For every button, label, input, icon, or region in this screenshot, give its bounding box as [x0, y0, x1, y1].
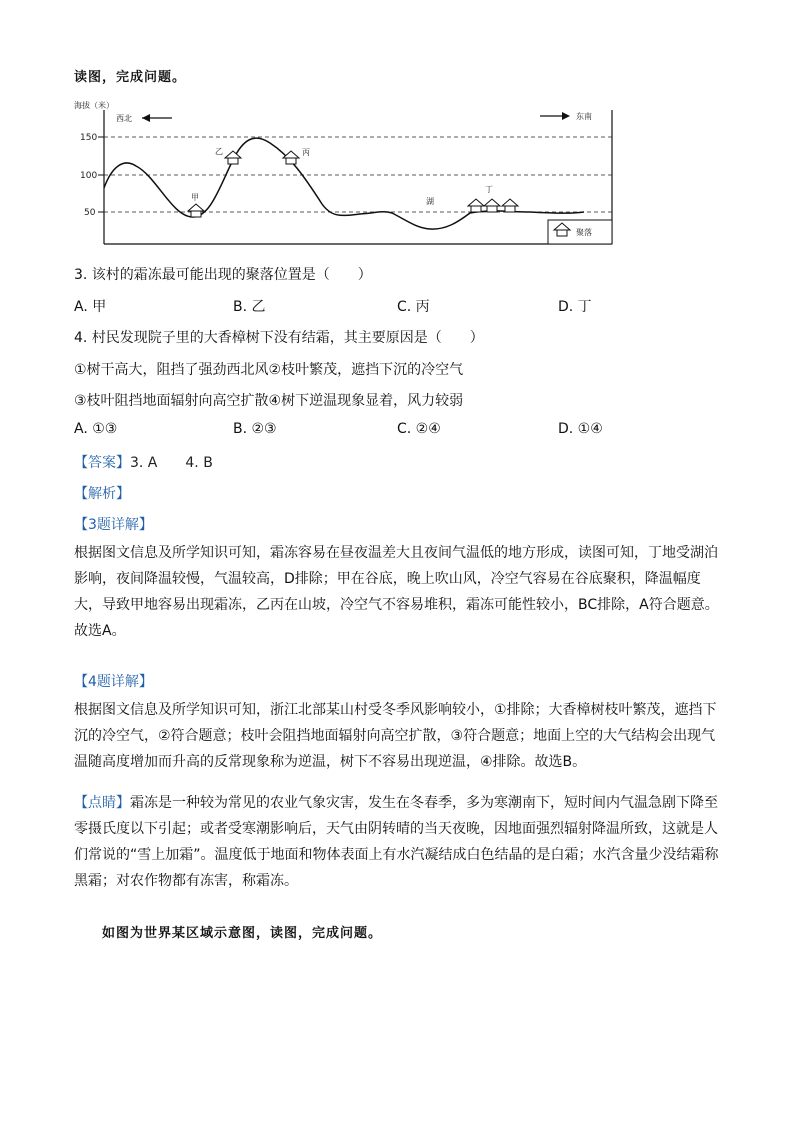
detail-4-text: 根据图文信息及所学知识可知，浙江北部某山村受冬季风影响较小，①排除；大香樟树枝叶繁茂，遮挡下沉的冷空气，②符合题意；枝叶会阻挡地面辐射向高空扩散，③符合题意；地面上空的大气结构会出现气温随高度增加而升高的反常现象称为逆温，树下不容易出现逆温，④排除。故选B。: [74, 702, 717, 770]
analysis-tag: 【解析】: [74, 486, 130, 502]
settlement-yi-icon: [225, 151, 241, 164]
direction-southeast: 东南: [576, 112, 592, 121]
label-lake: 湖: [426, 197, 434, 206]
tick-50: 50: [84, 208, 96, 218]
legend-box: [548, 220, 612, 244]
arrow-left-icon: [142, 114, 172, 122]
label-ding: 丁: [485, 185, 493, 194]
q4-statements-line-2: ③枝叶阻挡地面辐射向高空扩散④树下逆温现象显着，风力较弱: [74, 393, 464, 409]
question-4-stem: 4. 村民发现院子里的大香樟树下没有结霜，其主要原因是（ ）: [74, 330, 484, 346]
intro-text-2: 如图为世界某区域示意图，读图，完成问题。: [102, 926, 383, 941]
settlement-ding-icons: [468, 199, 518, 212]
question-3-stem: 3. 该村的霜冻最可能出现的聚落位置是（ ）: [74, 267, 372, 283]
terrain-profile-line: [104, 138, 584, 229]
label-bing: 丙: [302, 148, 310, 157]
tick-100: 100: [80, 171, 98, 181]
q4-option-b: B. ②③: [233, 421, 277, 437]
label-yi: 乙: [215, 147, 223, 156]
q4-statements-line-1: ①树干高大，阻挡了强劲西北风②枝叶繁茂，遮挡下沉的冷空气: [74, 362, 464, 378]
intro-text: 读图，完成问题。: [74, 70, 187, 85]
q4-option-d: D. ①④: [558, 421, 603, 437]
label-jia: 甲: [191, 193, 199, 202]
direction-northwest: 西北: [116, 114, 132, 123]
answer-line: [74, 452, 213, 472]
detail-3-text: 根据图文信息及所学知识可知，霜冻容易在昼夜温差大且夜间气温低的地方形成，读图可知，丁地受湖泊影响，夜间降温较慢，气温较高，D排除；甲在谷底，晚上吹山风，冷空气容易在谷底聚积，降温幅度大，导致甲地容易出现霜冻，乙丙在山坡，冷空气不容易堆积，霜冻可能性较小，BC排除，A符合题意。故选A。: [74, 545, 719, 639]
answer-tag: 【答案】: [74, 455, 130, 471]
y-axis-label: 海拔（米）: [74, 101, 114, 110]
elevation-profile-figure: [60, 96, 620, 256]
q3-option-a: A. 甲: [74, 299, 107, 315]
q3-option-d: D. 丁: [558, 299, 592, 315]
arrow-right-icon: [540, 112, 570, 120]
tick-150: 150: [80, 133, 98, 143]
note-text: 霜冻是一种较为常见的农业气象灾害，发生在冬春季，多为寒潮南下，短时间内气温急剧下降至零摄氏度以下引起；或者受寒潮影响后，天气由阴转晴的当天夜晚，因地面强烈辐射降温所致，这就是人们常说的“雪上加霜”。温度低于地面和物体表面上有水汽凝结成白色结晶的是白霜；水汽含量少没结霜称黑霜；对农作物都有冻害，称霜冻。: [74, 795, 719, 889]
settlement-bing-icon: [283, 151, 299, 164]
detail-4-tag: 【4题详解】: [74, 674, 153, 690]
legend-label: 聚落: [576, 228, 592, 237]
settlement-jia-icon: [188, 204, 204, 217]
note-paragraph: [74, 790, 724, 894]
note-tag: 【点睛】: [74, 795, 130, 811]
q4-option-c: C. ②④: [397, 421, 441, 437]
q4-option-a: A. ①③: [74, 421, 118, 437]
detail-3-tag: 【3题详解】: [74, 517, 153, 533]
answer-text: 3. A 4. B: [130, 455, 213, 471]
q3-option-c: C. 丙: [397, 299, 430, 315]
q3-option-b: B. 乙: [233, 299, 266, 315]
